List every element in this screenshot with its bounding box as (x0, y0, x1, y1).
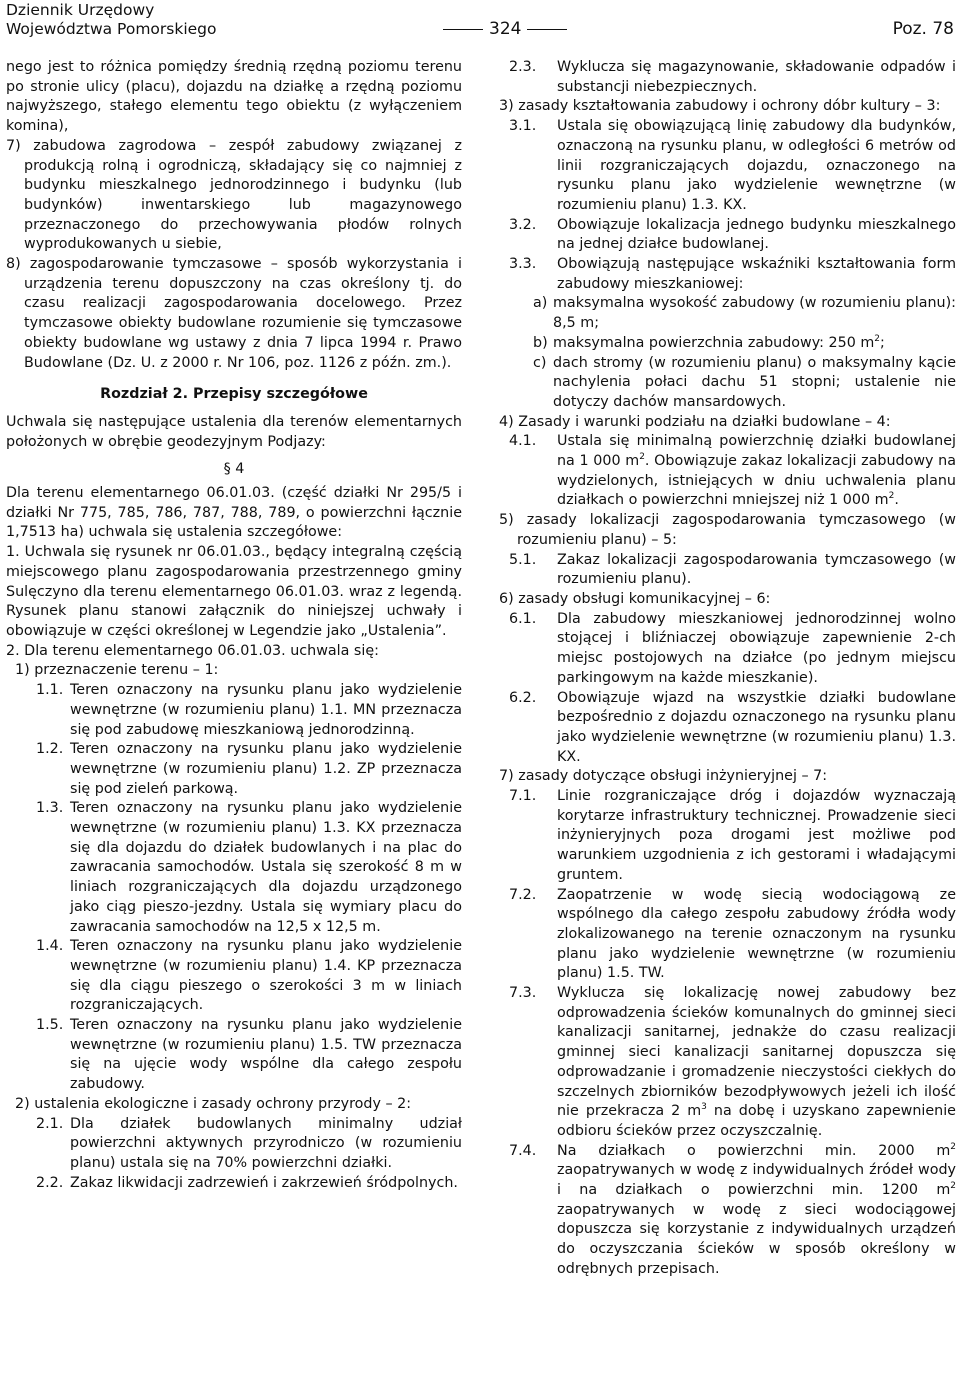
subitem-number: 3.1. (509, 118, 537, 135)
subitem-number: 2.1. (36, 1115, 64, 1132)
subitem (36, 799, 462, 937)
subitem-number: 2.3. (509, 59, 537, 75)
subitem-number: 7.2. (509, 886, 537, 903)
subitem-text: Teren oznaczony na rysunku planu jako wydzielenie wewnętrzne (w rozumieniu planu) 1.3. KX przeznacza się dla dojazdu do działek budowlanych i na plac do zawracania samochodów. Ustala się szerokość 8 m w liniach rozgraniczających dla dojazdu urządzonego jako ciąg pieszo-jezdny. Ustala się wymiary placu do zawracania samochodów na 12,5 x 12,5 m. (70, 800, 462, 935)
subitem-3-1 (509, 117, 956, 216)
subitem (36, 1115, 462, 1174)
item-2-heading: 2) ustalenia ekologiczne i zasady ochrony przyrody – 2: (15, 1095, 412, 1112)
superscript: 2 (639, 452, 645, 463)
subitem-text: Dla działek budowlanych minimalny udział powierzchni aktywnych przyrodniczo (w rozumieniu planu) ustala się na 70% powierzchni działki. (70, 1115, 462, 1171)
subitem-number: 1.4. (36, 938, 64, 955)
subitem-text: Teren oznaczony na rysunku planu jako wydzielenie wewnętrzne (w rozumieniu planu) 1.2. ZP przeznacza się pod zieleń parkową. (70, 741, 462, 797)
superscript: 3 (701, 1102, 707, 1113)
item-1-list (6, 681, 462, 1095)
journal-name: Dziennik Urzędowy (6, 1, 155, 19)
definition-8: 8) zagospodarowanie tymczasowe – sposób wykorzystania i urządzenia terenu dopuszczony na czas określony tj. do czasu realizacji zagospodarowania docelowego. Przez tymczasowe obiekty budowlane rozumienie się tymczasowe obiekty budowlane wg ustawy z dnia 7 lipca 1994 r. Prawo Budowlane (Dz. U. z 2000 r. Nr 106, poz. 1126 z późn. zm.). (6, 256, 462, 371)
subitem-text: Teren oznaczony na rysunku planu jako wydzielenie wewnętrzne (w rozumieniu planu) 1.4. KP przeznacza się dla ciągu pieszego o szerokości 3 m w liniach rozgraniczających. (70, 938, 462, 1014)
text-part: . (894, 492, 899, 509)
text-part: zaopatrywanych w wodę z sieci wodociągowej dopuszcza się korzystanie z indywidualnych urządzeń do oczyszczania ścieków w sposób określony w odrębnych przepisach. (557, 1201, 956, 1277)
text-part: na dobę i uzyskano zapewnienie odbioru ścieków przez oczyszczalnię. (557, 1103, 956, 1139)
text-part: ; (880, 334, 885, 351)
text-part: . Obowiązuje zakaz lokalizacji zabudowy na wydzielonych, istniejących w dniu uchwalenia planu działkach o powierzchni mniejszej niż 1 000 m (557, 453, 956, 509)
subitem-number: 7.1. (509, 788, 537, 805)
item-3-heading: 3) zasady kształtowania zabudowy i ochrony dóbr kultury – 3: (499, 98, 941, 115)
subitem-text: maksymalna wysokość zabudowy (w rozumieniu planu): 8,5 m; (553, 295, 956, 332)
subitem-text: Wyklucza się magazynowanie, składowanie odpadów i substancji niebezpiecznych. (557, 59, 956, 95)
subitem-text: Zaopatrzenie w wodę siecią wodociągową ze wspólnego dla całego zespołu zabudowy źródła wody zlokalizowanego na terenie oznaczonym na rysunku planu jako wydzielenie wewnętrzne (w rozumieniu planu) 1.5. TW. (557, 886, 956, 982)
subitem-7-1 (509, 787, 956, 886)
subitem-7-4 (509, 1142, 956, 1280)
right-column (499, 58, 956, 1280)
subitem-number: 4.1. (509, 433, 537, 450)
subitem-number: 5.1. (509, 551, 537, 568)
item-7-heading: 7) zasady dotyczące obsługi inżynieryjnej – 7: (499, 768, 828, 785)
subitem-letter: b) (533, 334, 548, 351)
page-number: 324 (437, 19, 573, 39)
superscript: 2 (888, 491, 895, 502)
subitem-number: 1.1. (36, 682, 64, 699)
section-heading: § 4 (223, 461, 245, 478)
item-2-list (6, 1115, 462, 1194)
subitem-text: Zakaz likwidacji zadrzewień i zakrzewień śródpolnych. (70, 1174, 458, 1191)
subitem-text: Zakaz lokalizacji zagospodarowania tymczasowego (w rozumieniu planu). (557, 551, 956, 588)
text-part: Na działkach o powierzchni min. 2000 m (557, 1142, 951, 1159)
section-intro: Dla terenu elementarnego 06.01.03. (część działki Nr 295/5 i działki Nr 775, 785, 786, 787, 788, 789, o powierzchni łącznie 1,7513 ha) uchwala się ustalenia szczegółowe: (6, 485, 462, 541)
subitem-2-3 (509, 58, 956, 97)
superscript: 2 (874, 334, 881, 345)
subitem-number: 2.2. (36, 1174, 64, 1191)
subitem-6-1 (509, 610, 956, 689)
subitem-text (557, 432, 956, 511)
subitem-text (553, 334, 956, 354)
chapter-intro: Uchwala się następujące ustalenia dla terenów elementarnych położonych w obrębie geodezyjnym Podjazy: (6, 413, 462, 450)
text-part: maksymalna powierzchnia zabudowy: 250 m (553, 334, 875, 351)
subitem-letter: a) (533, 295, 548, 312)
subitem-7-2 (509, 886, 956, 985)
subitem-letter: c) (533, 354, 547, 371)
subitem-text (557, 1142, 956, 1280)
subitem-number: 3.2. (509, 216, 537, 233)
chapter-heading: Rozdział 2. Przepisy szczegółowe (100, 386, 368, 403)
subitem-4-1 (509, 432, 956, 511)
subitem-number: 7.3. (509, 985, 537, 1002)
subitem-number: 3.3. (509, 256, 537, 273)
subitem-number: 6.2. (509, 689, 537, 706)
item-4-heading: 4) Zasady i warunki podziału na działki budowlane – 4: (499, 413, 891, 430)
subitem (36, 1174, 462, 1194)
subitem-6-2 (509, 689, 956, 768)
subitem (36, 937, 462, 1016)
position-number: Poz. 78 (892, 19, 954, 39)
page-header (0, 0, 960, 46)
subitem-7-3 (509, 984, 956, 1142)
definition-7: 7) zabudowa zagrodowa – zespół zabudowy związanej z produkcją rolną i ogrodniczą, składający się co najmniej z budynku mieszkalnego jednorodzinnego i budynku (lub budynków) inwentarskiego lub magazynowego przeznaczonego do przechowywania płodów rolnych wyprodukowanych u siebie, (6, 137, 462, 253)
journal-region: Województwa Pomorskiego (6, 20, 217, 38)
item-6-heading: 6) zasady obsługi komunikacyjnej – 6: (499, 590, 771, 607)
paragraph-intro: nego jest to różnica pomiędzy średnią rzędną poziomu terenu po stronie ulicy (placu), dojazdu na działkę a rzędną poziomu najwyższego, stałego elementu tego obiektu (z wyłączeniem komina), (6, 59, 462, 135)
item-1-heading: 1) przeznaczenie terenu – 1: (15, 662, 219, 679)
subitem-3-3-a (533, 294, 956, 333)
subitem-3-3 (509, 255, 956, 294)
subitem-text: Obowiązuje wjazd na wszystkie działki budowlane bezpośrednio z dojazdu oznaczonego na rysunku planu jako wydzielenie wewnętrzne (w rozumieniu planu) 1.3. KX. (557, 689, 956, 765)
superscript: 2 (950, 1141, 956, 1152)
subitem-text: Teren oznaczony na rysunku planu jako wydzielenie wewnętrzne (w rozumieniu planu) 1.5. TW przeznacza się na ujęcie wody wspólne dla całego zespołu zabudowy. (70, 1017, 462, 1093)
subitem (36, 681, 462, 740)
superscript: 2 (950, 1181, 956, 1192)
paragraph-2: 2. Dla terenu elementarnego 06.01.03. uchwala się: (6, 642, 379, 659)
subitem-text: Obowiązują następujące wskaźniki kształtowania form zabudowy mieszkaniowej: (557, 256, 956, 292)
subitem-5-1 (509, 551, 956, 590)
journal-title (6, 1, 217, 39)
subitem-text: Teren oznaczony na rysunku planu jako wydzielenie wewnętrzne (w rozumieniu planu) 1.1. MN przeznacza się pod zabudowę mieszkaniową jednorodzinną. (70, 682, 462, 738)
subitem-3-2 (509, 216, 956, 255)
text-part: Ustala się minimalną powierzchnię działki budowlanej na 1 000 m (557, 433, 956, 470)
subitem-text (557, 984, 956, 1142)
subitem-text: dach stromy (w rozumieniu planu) o maksymalny kącie nachylenia połaci dachu 51 stopni; ustalenie nie dotyczy dachów mansardowych. (553, 354, 956, 410)
subitem-number: 1.3. (36, 800, 64, 817)
subitem-3-3-c (533, 354, 956, 413)
paragraph-1: 1. Uchwala się rysunek nr 06.01.03., będący integralną częścią miejscowego planu zagospodarowania przestrzennego gminy Sulęczyno dla terenu elementarnego 06.01.03. wraz z legendą. Rysunek planu stanowi załącznik do niniejszej uchwały i obowiązuje w części określonej w Legendzie jako „Ustalenia”. (6, 544, 462, 639)
subitem (36, 1016, 462, 1095)
subitem-number: 1.2. (36, 741, 64, 758)
text-part: zaopatrywanych w wodę z indywidualnych źródeł wody i na działkach o powierzchni min. 1200 m (557, 1162, 956, 1199)
item-5-heading: 5) zasady lokalizacji zagospodarowania tymczasowego (w rozumieniu planu) – 5: (499, 512, 956, 548)
subitem-3-3-b (533, 334, 956, 354)
text-part: Wyklucza się lokalizację nowej zabudowy bez odprowadzenia ścieków komunalnych do gminnej sieci kanalizacji sanitarnej, jednakże do czasu realizacji gminnej sieci kanalizacji sanitarnej dopuszcza się odprowadzanie i gromadzenie nieczystości ciekłych do szczelnych zbiorników bezodpływowych jeżeli ich ilość nie przekracza 2 m (557, 985, 956, 1120)
left-column (6, 58, 462, 1193)
subitem-text: Linie rozgraniczające dróg i dojazdów wyznaczają korytarze infrastruktury technicznej. Prowadzenie sieci inżynieryjnych poza drogami jest możliwe pod warunkiem uzgodnienia z ich gestorami i władającymi gruntem. (557, 788, 956, 883)
subitem-number: 6.1. (509, 610, 537, 627)
subitem-number: 1.5. (36, 1017, 64, 1034)
subitem (36, 740, 462, 799)
subitem-text: Dla zabudowy mieszkaniowej jednorodzinnej wolno stojącej i bliźniaczej obowiązuje zapewnienie 2-ch miejsc postojowych na działce (po jednym miejscu parkingowym na każde mieszkanie). (557, 610, 956, 686)
subitem-text: Ustala się obowiązującą linię zabudowy dla budynków, oznaczoną na rysunku planu, w odległości 6 metrów od linii rozgraniczających dojazdu, oznaczonego na rysunku planu jako wydzielenie wewnętrzne (w rozumieniu planu) 1.3. KX. (557, 118, 956, 213)
subitem-number: 7.4. (509, 1142, 537, 1159)
subitem-text: Obowiązuje lokalizacja jednego budynku mieszkalnego na jednej działce budowlanej. (557, 216, 956, 253)
